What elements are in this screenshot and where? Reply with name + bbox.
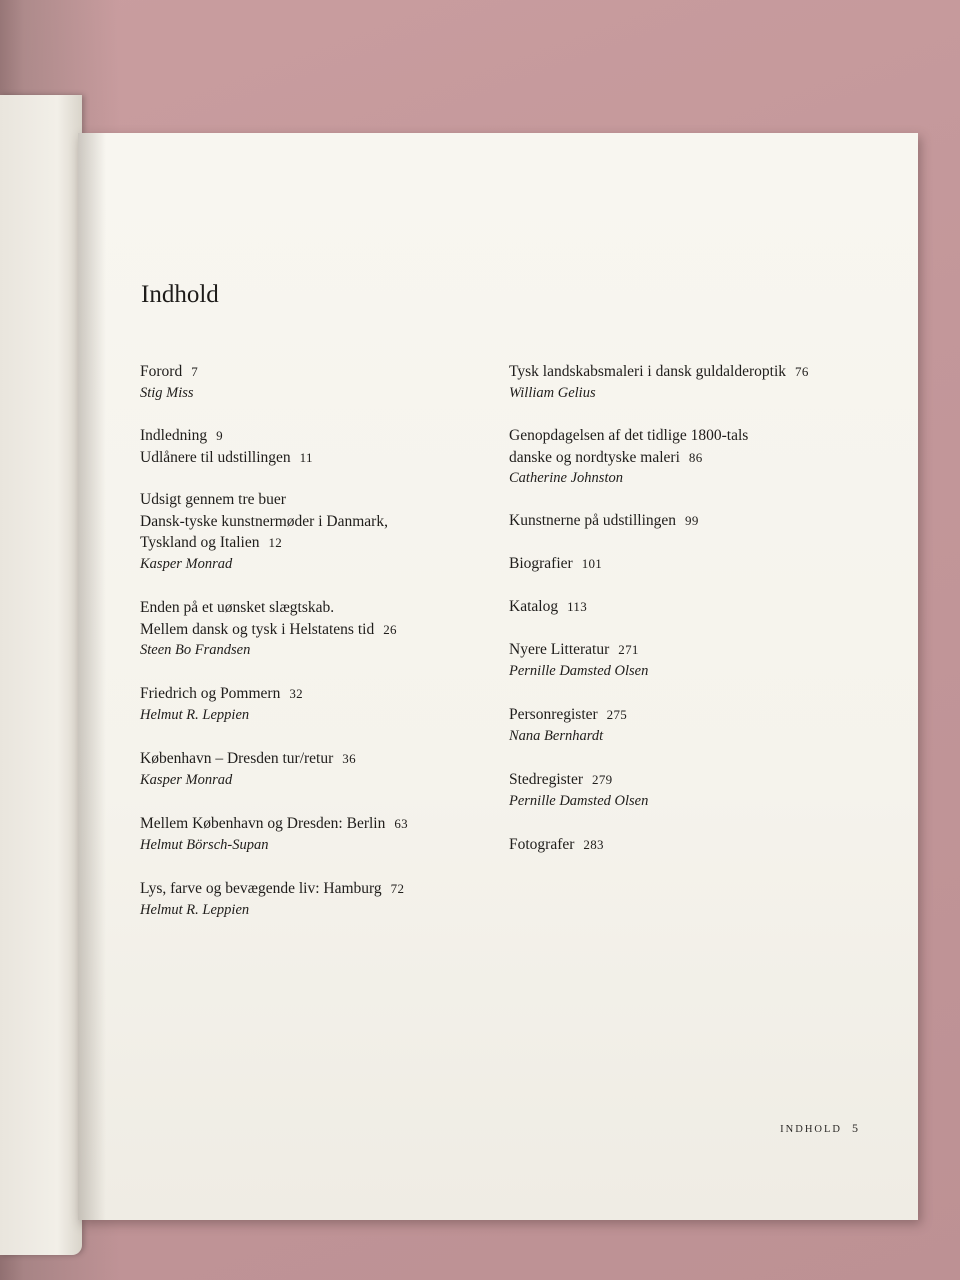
toc-entry-text: danske og nordtyske maleri bbox=[509, 448, 680, 466]
toc-author: Pernille Damsted Olsen bbox=[509, 662, 649, 679]
toc-entry bbox=[509, 510, 699, 532]
toc-entry-title-line bbox=[140, 597, 397, 619]
toc-page-number: 63 bbox=[394, 816, 408, 831]
toc-entry bbox=[509, 425, 748, 490]
toc-page-number: 12 bbox=[268, 535, 283, 550]
toc-entry-text: Dansk-tyske kunstnermøder i Danmark, bbox=[140, 512, 388, 530]
toc-page-number: 36 bbox=[342, 751, 356, 766]
page-title: Indhold bbox=[141, 281, 219, 308]
toc-author: William Gelius bbox=[509, 384, 596, 401]
book-page bbox=[78, 133, 918, 1220]
toc-entry-text: Stedregister bbox=[509, 771, 584, 788]
toc-entry-text: Genopdagelsen af det tidlige 1800-tals bbox=[509, 427, 749, 444]
toc-page-number: 283 bbox=[583, 837, 604, 852]
toc-entry bbox=[140, 813, 408, 856]
toc-entry bbox=[509, 704, 627, 747]
toc-author: Kasper Monrad bbox=[140, 555, 233, 572]
toc-page-number: 279 bbox=[592, 772, 613, 787]
toc-entry-text: Friedrich og Pommern bbox=[140, 685, 281, 702]
toc-entry bbox=[140, 683, 303, 726]
toc-page-number: 11 bbox=[299, 449, 313, 465]
toc-page-number: 86 bbox=[688, 449, 703, 465]
toc-entry bbox=[509, 596, 587, 618]
toc-entry-title-line bbox=[140, 878, 404, 900]
toc-entry-text: Katalog bbox=[509, 598, 559, 615]
toc-entry-title-line bbox=[140, 683, 303, 705]
toc-entry-text: København – Dresden tur/retur bbox=[140, 750, 334, 767]
toc-entry-title-line bbox=[509, 834, 604, 856]
toc-page-number: 32 bbox=[289, 686, 303, 701]
toc-entry bbox=[140, 748, 356, 791]
toc-entry-title-line bbox=[140, 447, 313, 469]
toc-entry-text: Mellem dansk og tysk i Helstatens tid bbox=[140, 620, 375, 638]
toc-entry-title-line bbox=[140, 619, 397, 641]
toc-entry-title-line bbox=[140, 813, 408, 835]
toc-entry-text: Biografier bbox=[509, 555, 573, 572]
footer-label: INDHOLD bbox=[780, 1124, 842, 1135]
toc-entry bbox=[509, 361, 809, 404]
toc-page-number: 99 bbox=[685, 513, 699, 528]
toc-entry-title-line bbox=[509, 553, 602, 575]
toc-author: Stig Miss bbox=[140, 384, 194, 401]
toc-entry-text: Udlånere til udstillingen bbox=[140, 448, 291, 466]
left-page-edge bbox=[0, 95, 82, 1255]
gutter-shadow bbox=[78, 133, 106, 1220]
toc-entry-title-line bbox=[140, 532, 388, 554]
toc-entry bbox=[509, 834, 604, 856]
toc-author: Pernille Damsted Olsen bbox=[509, 792, 649, 809]
toc-entry bbox=[509, 553, 602, 575]
toc-entry-text: Nyere Litteratur bbox=[509, 641, 610, 658]
toc-entry-title-line bbox=[509, 639, 648, 661]
toc-page-number: 26 bbox=[383, 621, 397, 637]
toc-entry-title-line bbox=[509, 447, 748, 469]
toc-entry-title-line bbox=[509, 510, 699, 532]
toc-entry bbox=[140, 597, 397, 662]
toc-entry-title-line bbox=[509, 596, 587, 618]
toc-entry-text: Mellem København og Dresden: Berlin bbox=[140, 815, 386, 832]
toc-entry-text: Fotografer bbox=[509, 836, 575, 853]
toc-entry-title-line bbox=[140, 361, 198, 383]
toc-author: Helmut R. Leppien bbox=[140, 706, 250, 723]
toc-entry-title-line bbox=[509, 361, 809, 383]
toc-entry-text: Udsigt gennem tre buer bbox=[140, 491, 286, 508]
toc-page-number: 275 bbox=[606, 707, 628, 722]
toc-author: Helmut Börsch-Supan bbox=[140, 836, 269, 853]
toc-page-number: 271 bbox=[618, 642, 639, 657]
toc-entry-text: Tysk landskabsmaleri i dansk guldalderoptik bbox=[509, 363, 787, 380]
toc-entry-text: Personregister bbox=[509, 706, 598, 723]
toc-page-number: 7 bbox=[191, 364, 199, 379]
toc-entry bbox=[140, 425, 313, 468]
toc-entry-text: Lys, farve og bevægende liv: Hamburg bbox=[140, 880, 382, 897]
toc-entry bbox=[509, 769, 648, 812]
toc-entry bbox=[509, 639, 648, 682]
toc-entry-title-line bbox=[509, 769, 648, 791]
toc-author: Catherine Johnston bbox=[509, 470, 623, 486]
toc-entry bbox=[140, 361, 198, 404]
toc-entry bbox=[140, 489, 388, 575]
toc-author: Kasper Monrad bbox=[140, 771, 233, 788]
toc-entry-title-line bbox=[509, 704, 627, 726]
toc-entry bbox=[140, 878, 404, 921]
toc-author: Steen Bo Frandsen bbox=[140, 642, 251, 658]
toc-page-number: 72 bbox=[390, 881, 405, 896]
toc-author: Helmut R. Leppien bbox=[140, 901, 250, 918]
running-footer bbox=[780, 1121, 858, 1136]
toc-page-number: 101 bbox=[581, 556, 603, 571]
toc-entry-text: Enden på et uønsket slægtskab. bbox=[140, 599, 335, 616]
toc-page-number: 76 bbox=[795, 364, 809, 379]
toc-author: Nana Bernhardt bbox=[509, 727, 604, 744]
toc-entry-text: Kunstnerne på udstillingen bbox=[509, 512, 677, 529]
toc-entry-title-line bbox=[140, 748, 356, 770]
toc-entry-title-line bbox=[140, 511, 388, 533]
toc-entry-title-line bbox=[509, 425, 748, 447]
footer-page-number: 5 bbox=[852, 1121, 858, 1135]
toc-entry-title-line bbox=[140, 489, 388, 511]
toc-page-number: 113 bbox=[567, 599, 587, 614]
toc-entry-text: Indledning bbox=[140, 427, 208, 444]
toc-entry-title-line bbox=[140, 425, 313, 447]
toc-entry-text: Tyskland og Italien bbox=[140, 534, 260, 551]
toc-page-number: 9 bbox=[216, 428, 223, 443]
toc-entry-text: Forord bbox=[140, 363, 183, 380]
